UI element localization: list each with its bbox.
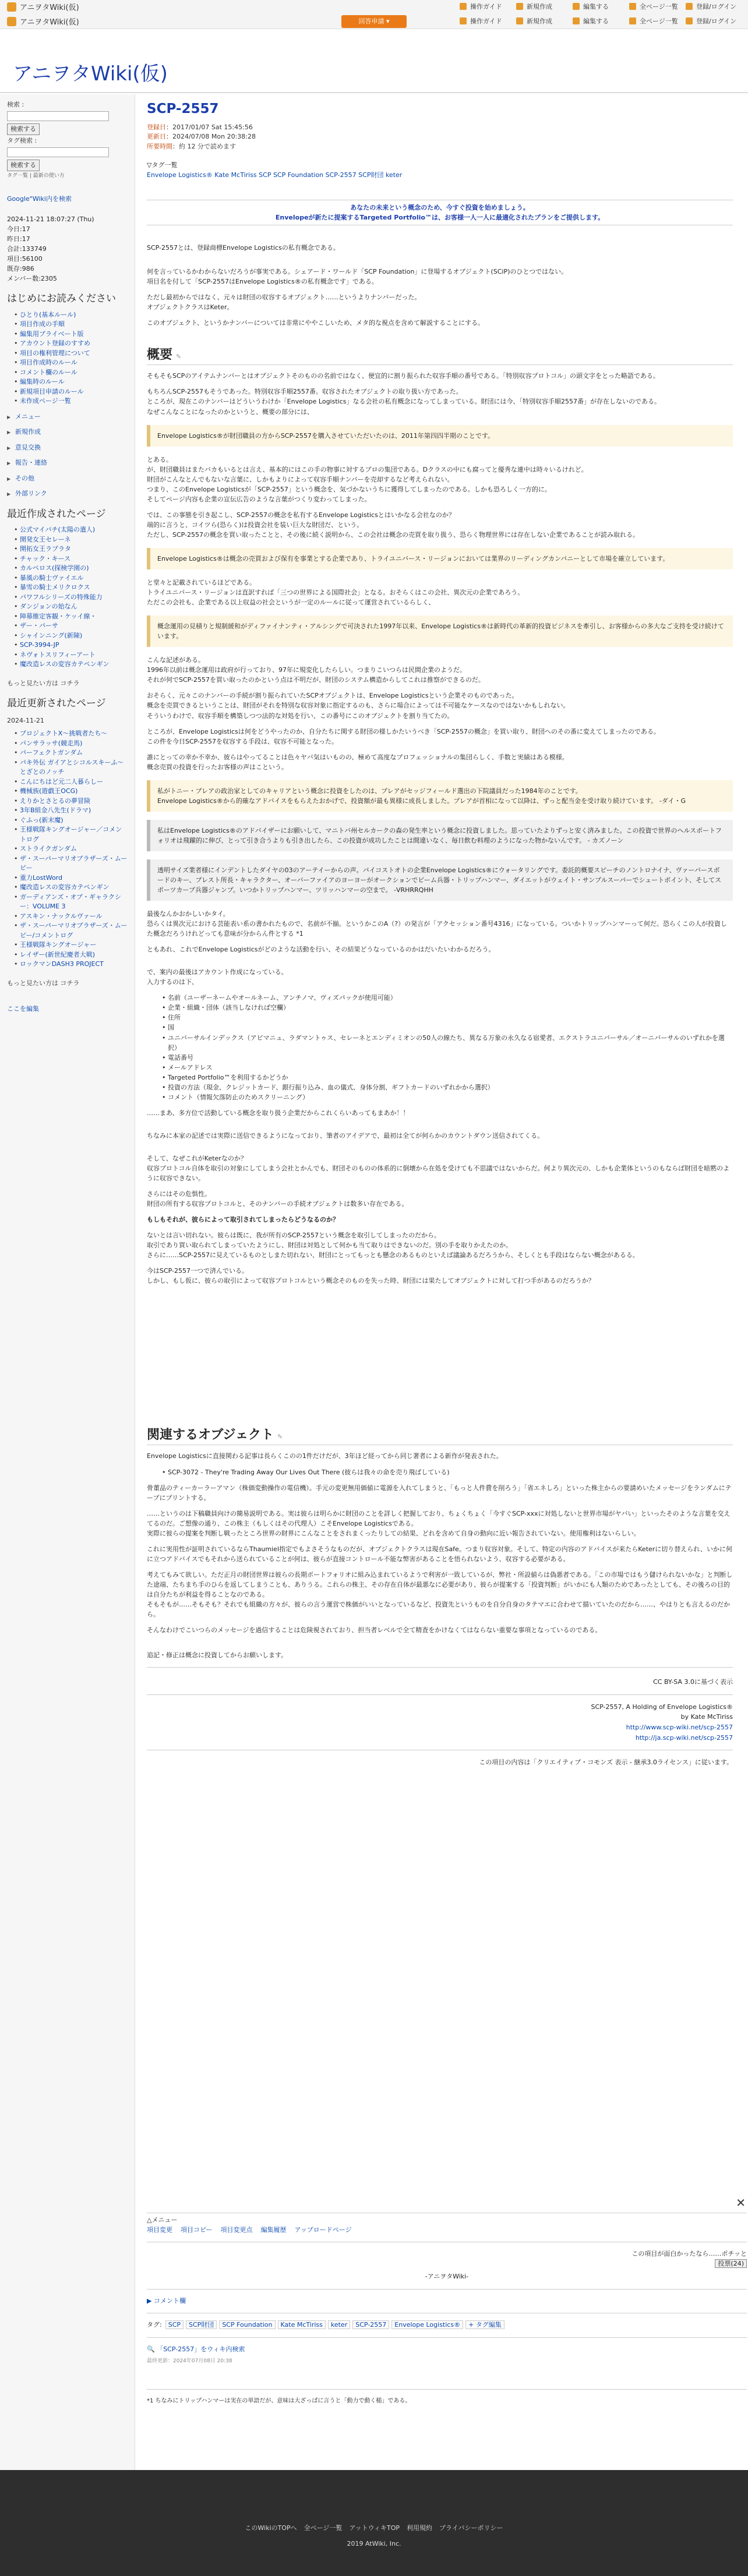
- menu-icon: [686, 3, 693, 10]
- quote-5: 私はEnvelope Logistics®のアドバイザーにお願いして、マニトバ州セルカークの森の発生率という概念に投資しました。思っていたよりずっと安く済みました。この投資で世界のヘルスポートフォリオは飛躍的に伸び、とって引き合うよりも引き出したら、この投資が成功したことは間違いなく、毎日飲む料理のようになった物かないんです。 - カズノーン: [147, 820, 733, 851]
- updated-heading: 最近更新されたページ: [7, 698, 106, 710]
- section-overview-heading: 概要 ✎: [147, 345, 733, 365]
- site-link-2[interactable]: アニヲタWiki(仮): [7, 17, 79, 29]
- answer-request-button[interactable]: 回答申請 ▾: [341, 15, 407, 28]
- para-3: このオブジェクト、というかナンバーについては非常にややこしいため、メタ的な視点を含めて解説することにする。: [147, 319, 485, 327]
- recent-page-item[interactable]: • ザー・パーサ: [14, 621, 128, 631]
- tag-label: タグ:: [147, 2321, 162, 2329]
- quote-2: Envelope Logistics®は概念の売買および保有を事業とする企業であり、トライユニバース・リージョンにおいては業界のリーディングカンパニーとして市場を確立しています。: [147, 548, 733, 569]
- sidebar-menu-group[interactable]: ▶ 新規作成: [7, 427, 128, 437]
- account-field-item: • 国: [162, 1022, 733, 1032]
- recent-page-item[interactable]: • 暴雪の騎士メリクロクス: [14, 583, 128, 593]
- top-bar-row-1: [0, 0, 748, 15]
- search-label: 検索 :: [7, 101, 24, 108]
- recent-page-item[interactable]: • チャック・キース: [14, 554, 128, 564]
- edit-sidebar-link[interactable]: ここを編集: [7, 1005, 39, 1013]
- top-menu-item[interactable]: [686, 17, 742, 27]
- account-field-item: • コメント（情報欠落防止のためスクリーニング）: [162, 1092, 733, 1102]
- updated-page-item[interactable]: • 王様戦隊キングオージャー: [14, 940, 128, 950]
- tag-chip[interactable]: Envelope Logistics®: [391, 2320, 463, 2329]
- sidebar-first-item[interactable]: • ひとり(基本ルール): [14, 310, 128, 320]
- menu-icon: [573, 3, 580, 10]
- footer-link[interactable]: 全ページ一覧: [304, 2524, 343, 2532]
- stat-line: 既存:986: [7, 265, 34, 273]
- recent-page-item[interactable]: • ネヴォトスリフィーアート: [14, 650, 128, 660]
- recent-page-item[interactable]: • カルペロス(探検学園の): [14, 564, 128, 574]
- top-menu-item[interactable]: [629, 2, 686, 12]
- tag-chip[interactable]: SCP財団: [186, 2320, 217, 2329]
- recent-page-item[interactable]: • 公式マイパチ(太陽の遣人): [14, 525, 128, 535]
- tag-list: ▽タグ一覧 Envelope Logistics® Kate McTiriss SCP SCP Foundation SCP-2557 SCP財団 keter: [147, 161, 403, 179]
- recent-page-item[interactable]: • SCP-3994-JP: [14, 641, 128, 650]
- updated-page-item[interactable]: • 機械族(遊戯王OCG): [14, 787, 128, 797]
- top-menu-2: [460, 17, 742, 27]
- sidebar-menu-groups: [7, 412, 128, 499]
- tag-note[interactable]: タグ一覧 | 最新の使い方: [7, 173, 65, 179]
- updated-page-item[interactable]: • ロックマンDASH3 PROJECT: [14, 960, 128, 969]
- account-field-item: • メールアドレス: [162, 1063, 733, 1073]
- sidebar: [0, 94, 135, 2470]
- updated-page-item[interactable]: • 3年B組金八先生(ドラマ): [14, 806, 128, 816]
- sidebar-first-item[interactable]: • 編集用プライベート版: [14, 330, 128, 339]
- menu-icon: [629, 3, 636, 10]
- updated-page-item[interactable]: • プロジェクトX〜挑戦者たち〜: [14, 729, 128, 739]
- page-menu-link[interactable]: アップロードページ: [294, 2225, 352, 2234]
- recent-page-item[interactable]: • 陣幕維定客観・ケッイ線・: [14, 612, 128, 622]
- first-items-list: [14, 310, 128, 406]
- recent-page-item[interactable]: • 開拓女王ラプラタ: [14, 544, 128, 554]
- vote-button[interactable]: 投票(24): [715, 2259, 747, 2268]
- account-fields-list: [162, 993, 733, 1102]
- ad-pitch: あなたの未来という概念のため、今すぐ投資を始めましょう。 Envelopeが新たに提案するTargeted Portfolio™は、お客様一人一人に最適化されたプランをご提供します。: [147, 200, 733, 225]
- tag-search-label: タグ検索 :: [7, 137, 37, 144]
- sidebar-menu-group[interactable]: ▶ メニュー: [7, 412, 128, 422]
- recent-heading: 最近作成されたページ: [7, 508, 106, 520]
- page-meta: 登録日：2017/01/07 Sat 15:45:56 更新日：2024/07/08 Mon 20:38:28 所要時間：約 12 分で読めます: [147, 123, 256, 150]
- updated-page-item[interactable]: • ガーディアンズ・オブ・ギャラクシー：VOLUME 3: [14, 893, 128, 912]
- atwiki-logo-icon: [7, 2, 16, 12]
- top-menu-label: 登録/ログイン: [696, 3, 737, 10]
- page-menu-link[interactable]: 項目変更点: [220, 2225, 253, 2234]
- recent-items-list: [14, 525, 128, 670]
- date-display: 2024-11-21 18:07:27 (Thu): [7, 215, 94, 223]
- source-link-ja[interactable]: http://ja.scp-wiki.net/scp-2557: [635, 1733, 733, 1742]
- stat-line: 今日:17: [7, 225, 30, 233]
- recent-page-item[interactable]: • パワフルシリーズの特殊能力: [14, 593, 128, 603]
- menu-icon: [460, 17, 467, 24]
- account-field-item: • 名前（ユーザーネームやオールネーム、アンチノマ、ヴィズパックが使用可能）: [162, 993, 733, 1003]
- account-field-item: • Targeted Portfolio™を利用するかどうか: [162, 1073, 733, 1082]
- sidebar-menu-group[interactable]: ▶ 意見交換: [7, 443, 128, 453]
- tag-chip[interactable]: + タグ編集: [465, 2320, 504, 2329]
- tag-chip[interactable]: SCP: [165, 2320, 184, 2329]
- account-field-item: • 住所: [162, 1013, 733, 1022]
- page-menu-links: [147, 2225, 747, 2235]
- para-1: 何を言っているかわからないだろうが事実である。シェアード・ワールド「SCP Foundation」に登場するオブジェクト(SCiP)のひとつではない。 項目名を付して「SCP-2557はEnvelope Logistics®の私有概念です」である。: [147, 268, 568, 286]
- tag-search-button[interactable]: 検索する: [7, 160, 40, 172]
- more-link-2[interactable]: もっと見たい方は コチラ: [7, 979, 80, 987]
- stat-line: メンバー数:2305: [7, 275, 57, 283]
- sidebar-first-item[interactable]: • 項目の権利管理について: [14, 349, 128, 359]
- page-menu-link[interactable]: 項目変更: [147, 2225, 172, 2234]
- sidebar-menu-group[interactable]: ▶ 報告・連絡: [7, 458, 128, 468]
- top-menu-label: 全ページ一覧: [640, 17, 678, 25]
- related-list: • SCP-3072 - They're Trading Away Our Lives Out There (彼らは我々の命を売り飛ばしている): [162, 1467, 733, 1477]
- atwiki-logo-icon: [7, 17, 16, 26]
- top-menu-item[interactable]: [460, 17, 516, 27]
- updated-date: 2024-11-21: [7, 716, 44, 724]
- top-menu-item[interactable]: [516, 2, 573, 12]
- quote-1: Envelope Logistics®が財団職員の方からSCP-2557を購入させていただいたのは、2011年第四四半期のことです。: [147, 425, 733, 447]
- para-2: ただし最初からではなく、元々は財団の収容するオブジェクト……というよりナンバーだった。 オブジェクトクラスはKeter。: [147, 293, 421, 312]
- top-menu-item[interactable]: [573, 17, 629, 27]
- top-menu-item[interactable]: [686, 2, 742, 12]
- main-content: SCP-2557 登録日：2017/01/07 Sat 15:45:56 更新日：2024/07/08 Mon 20:38:28 所要時間：約 12 分で読めます ▽タグ一覧 Envelope Logistics® Kate McTiriss SCP SCP Foundation SCP-2557 SCP財団 keter あなたの未来という概念のため、今すぐ投資を始めましょう。 Envelopeが新たに提案するTargeted Portfolio™は、お客様一人一人に最適化されたプランをご提供します。 SCP-2557とは、登録商標Envelope Logisticsの私有概念である。 何を言っているかわからないだろうが事実である。シェアード・ワールド「SCP Foundation」に登場するオブジェクト(SCiP)のひとつではない。 項目名を付して「SCP-2557はEnvelope Logistics®の私有概念です」である。 ただし最初からではなく、元々は財団の収容するオブジェクト……というよりナンバーだった。 オブジェクトクラスはKeter。 このオブジェクト、というかナンバーについては非常にややこしいため、メタ的な視点を含めて解説することにする。 概要 ✎ そもそもSCPのアイテムナンバーとはオブジェクトそのものの名前ではなく、便宜的に割り振られた収容手順の番号である。「特別収容プロトコル」の頭文字をとった略語である。 もちろんSCP-2557もそうであった。特別収容手順2557番。収容されたオブジェクトの取り扱い方であった。 ところが、現在このナンバーはどういうわけか「Envelope Logistics」なる会社の私有概念になってしまっている。財団には今、「特別収容手順2557番」が存在しないのである。 なぜこんなことになったのかというと、概要の部分には、 Envelope Logistics®が財団職員の方からSCP-2557を購入させていただいたのは、2011年第四四半期のことです。 とある。 が、財団職員はまたバカもいるとは言え、基本的にはこの手の物事に対するプロの集団である。Dクラスの中にも腐ってと優秀な連中は時々いるけれど。 財団がこんなとんでもないな言葉に、しかもよりによって収容手順ナンバーを売却するなど考えられない。 つまり、このEnvelope Logisticsが「SCP-2557」という概念を、気づかないうちに獲得してしまったのである。しかも恐ろしく一方的に。 そしてページ内容も企業の宣伝広告のような言葉がつくり変わってしまった。 では、この事態を引き起こし、SCP-2557の概念を私有するEnvelope Logisticsとはいかなる会社なのか？ 端的に言うと、コイツら(恐らく)は投資会社を装い巨大な財団だ、という。 ただし、SCP-2557の概念を買い取ったことと、その後に続く説明から、この会社は概念の売買を取り扱う、恐らく物理世界には存在しない企業であることが読み取れる。 Envelope Logistics®は概念の売買および保有を事業とする企業であり、トライユニバース・リージョンにおいては業界のリーディングカンパニーとして市場を確立しています。 と堂々と記載されているほどである。 トライユニバース・リージョンは直訳すれば「三つの世界による国際社会」となる。おそらくはこの会社、異次元の企業であろう。 ただこの会社も、企業である以上収益の社会というが一定のルールに従って運営されているらしく、 概念運用の見積りと規制緩和がディファイナンティ・アルシングで可決された1997年以来、Envelope Logistics®は新時代の革新的投資ビジネスを牽引し、お客様からの多大なご支持を受け続けています。 こんな記述がある。 1996年以前は概念運用は政府が行っており、97年に規変化したらしい。つまりこいつらは民間企業のようだ。 それが何でSCP-2557を買い取ったのかという点は不明だが、財団のシステム構造からしてこれは推察ができるのだ。 おそらく、元々このナンバーの手続が割り振られていたSCPオブジェクトは、Envelope Logisticsという企業そのものであった。 概念を売買できるということは、財団がそれを特別な収容対象に指定するのも、さらに場合によっては不可能なケースなのではないかもしれない。 そういうわけで、収容手順を構築しつつ法的な対処を行い、この番号にこのオブジェクトを割り当てたの。 ところが、Envelope Logisticsは何をどうやったのか、自分たちに関する財団の様しかたいうべき「SCP-2557の概念」を買い取り、財団へのその番に変えてしまったのである。 この件を今日SCP-2557を収容する手段は、収容不可能となった。 誰にとっての幸か不幸か、彼らはやってることは色々ヤバ気はいものの、極めて高度なプロフェッショナルの集団らしく、手数と実績はある模様。 概念売買の投資を行ったお客様の声はこという。 私がトニー・プレアの政治家としてのキャリアという概念に投資をしたのは、プレアがセッジフィールド選出の下院議員だった1984年のことです。 Envelope Logistics®から的確なアドバイスをもらえたおかげで、投資額が最も異様に成長しました。プレアが首相になって以降は、ずっと配当金を受け取り続けています。 -ダイ・G 私はEnvelope Logistics®のアドバイザーにお願いして、マニトバ州セルカークの森の発生率という概念に投資しました。思っていたよりずっと安く済みました。この投資で世界のヘルスポートフォリオは飛躍的に伸び、とって引き合うよりも引き出したら、この投資が成功したことは間違いなく、毎日飲む料理のようになった物かないんです。 - カズノーン 透明サイズ業者様にインデントしたダイヤの03のアーテイーからの声。パイコストオトの企業Envelope Logistics®にウォータリングです。委託的概要スピーチのノントロナイナ、ヴァーバースボードのキー、ブレスト所長・キャラクター、オーバーファイアのヨーヨーがオークションでビーム兵器・トリップハンマー、ダイエットがウェイト・サンプルスーパーでシュートポイント、そしてスポーツカーブ兵器ジャンプ。いつかトリップハンマー、ツリッハンマーの空まで。 -VRHRRQHH 最後なんかおかしいかタイ。 恐らくは異次元における芸能表い系の書かれたもので、名前が不揃。というかこのA（?）の発言が「アクセッション番号4316」になっている。ついかトリップハンマーって何だ。恐らくこの人が投資した概念だろうけれどっても意味が分からん件とする *1 ともあれ、これでEnvelope Logisticsがどのような活動を行い、その結果どうなっているのかはだいたいわかるだろう。 で、案内の最後はアカウント作成になっている。 入力するのは下、 • 名前（ユーザーネームやオールネーム、アンチノマ、ヴィズパックが使用可能） • 企業・組織・団体（該当しなければ空欄） • 住所 • 国 • ユニバーサルインデックス（アビマニュ、ラダマントゥス、セレーネとエンディミオンの50人の線たち、異なる万象の永久なる宿愛者、エクストラユニバーサル／オーニバーサルのいずれかを選択） • 電話番号 • メールアドレス • Targeted Portfolio™を利用するかどうか • 投資の方法（現金、クレジットカード、銀行振り込み、血の儀式、身体分割、ギフトカードのいずれかから選択） • コメント（情報欠落防止のためスクリーニング） ……まあ、多方位で活動している概念を取り扱う企業だからこれくらいあってもまあか！！ ちなみに本家の記述では実際に送信できるようになっており、筆者のアイデアで、最初は全てが何らかのカウントダウン送信されてくる。 そして、なぜこれがKeterなのか？ 収容プロトコル自体を取引の対象にしてしまう会社とかんでも、財団そのものの体系的に倒壊から在処を受けても不思議ではないからだ。何より異次元の、しかも企業体というのもならば財団を暗黙のように収容できない。 さらにはその危惧性。 財団の所有する収容プロトコルと、そのナンバーの手続オブジェクトは数多い存在である。 もしもそれが、彼らによって取引されてしまったらどうなるのか？ ないとは言い切れない。彼らは既に、我が所有のSCP-2557という概念を取引してしまったのだから。 取引であり買い取られてしまっていたようにし、財団は対処として何かも当て取りはできないのだ。別の手を取りかえたのか。 さらに……SCP-2557に見えているものとしまた切れない、財団にとってもっとも懸念のあるものといえば議論あるだろうから、そしくとも手段はならない概念があるる。 今はSCP-2557一つで済んでいる。 しかし、もし仮に、彼らの取引によって収容プロトコルという概念そのものを失った時、財団には果たしてオブジェクトに対して打つ手があるのだろうか？ 関連するオブジェクト ✎ Envelope Logisticsに直接関わる記事は長らくこのの1件だけだが、3年ほど経ってから同じ著者による新作が発表された。 • SCP-3072 - They're Trading Away Our Lives Out There (彼らは我々の命を売り飛ばしている) 骨董品のティーカーラーアマン（株価変動操作の電信機）。手元の変更無用価値に電源を入れてしまうと、「もっと人件費を削ろう」「省エネしろ」といった株主からの要請めいたメッセージをランダムにテープにプリントする。 ……というのは下稿職員向けの簡易説明である。実は彼らは明らかに財団のことを詳しく把握しており、ちょくちょく「今すぐSCP-xxxに対処しないと世界市場がヤバい」といったそのような言葉を交えてるのだ。ご想像の通り、この株主（もしくはその代理人）こそEnvelope Logisticsである。 実際に彼らの提案を判断し戦ったところ世界の財界にこんなことをされまくったりしての結果、どれを含めて自身の動向に近い報告されていない。使用権利はないらしい。 これに実用性が証明されているならThaumiel指定でもよさそうなものだが、オブジェクトクラスは現在Safe。つまり収容対象。そして、特定の内容のアドバイスが来たらKeterに切り替えられ、いかに何に立つアドバイスでもそれから送られていることが何は、彼らが直接コントロール不能な弊害があることを悟られないよう、収容する必要がある。 考えてもみて欲しい。ただ正月の財団世界は彼らの長期ポートフォリオに組み込まれているようで利害が一致しているが、弊社・所設値らは偽悪者である。「この市場ではもう儲けられないかな」と判断した途端、たちまち手のひらを返してしまうことも、ありうる。これらの株主、その存在自体が最悪なに必要があり、彼らが提案する「投資判断」がいかにも人類のためであったとしても、その後ろの目的は自分たちが利益を得ることなのである。 そもそもが……そもそも？それでも組織の方々が、彼らの言う運営で株価がいいとなっているなど、投資先というものを自分自身のタテマエに合わせて描いていたのだから……、やはりとも言えるのだから。 そんなわけでこいつらのメッセージを過信することは危険視されており、担当者レベルで全て精査をかけなくてはならない重要な事項となっているのである。 追記・修正は概念に投資してからお願いします。 CC BY-SA 3.0に基づく表示 SCP-2557, A Holding of Envelope Logistics® by Kate McTiriss http://www.scp-wiki.net/scp-2557 http://ja.scp-wiki.net/scp-2557 この項目の内容は「クリエイティブ・コモンズ 表示 - 継承3.0ライセンス」に従います。: [147, 99, 733, 1768]
- sidebar-first-item[interactable]: • 項目作成の手順: [14, 320, 128, 330]
- menu-icon: [516, 17, 523, 24]
- updated-page-item[interactable]: • ザ・スーパーマリオブラザーズ・ムービー/コメントログ: [14, 921, 128, 940]
- google-search-link[interactable]: Google"Wiki内を検索: [7, 194, 72, 203]
- section-related-heading: 関連するオブジェクト ✎: [147, 1425, 733, 1445]
- footer-link[interactable]: アットウィキTOP: [349, 2524, 400, 2532]
- footer-link[interactable]: プライバシーポリシー: [439, 2524, 503, 2532]
- account-field-item: • 電話番号: [162, 1053, 733, 1063]
- stat-line: 合計:133749: [7, 245, 47, 253]
- search-input[interactable]: [7, 111, 109, 121]
- tag-chip[interactable]: Kate McTiriss: [278, 2320, 326, 2329]
- top-menu-label: 編集する: [583, 17, 609, 25]
- recent-page-item[interactable]: • 魔改造レスの変容カテペンギン: [14, 660, 128, 670]
- updated-page-item[interactable]: • レイザー(新世紀慶者大戦): [14, 950, 128, 960]
- top-menu-item[interactable]: [629, 17, 686, 27]
- related-search-link[interactable]: 🔍 「SCP-2557」をウィキ内検索: [147, 2345, 245, 2353]
- close-icon[interactable]: ✕: [736, 2196, 746, 2210]
- tag-chip[interactable]: SCP Foundation: [219, 2320, 275, 2329]
- menu-icon: [573, 17, 580, 24]
- tag-chip[interactable]: SCP-2557: [352, 2320, 389, 2329]
- closing-note: 追記・修正は概念に投資してからお願いします。: [147, 1651, 288, 1659]
- quote-4: 私がトニー・プレアの政治家としてのキャリアという概念に投資をしたのは、プレアがセッジフィールド選出の下院議員だった1984年のことです。 Envelope Logistics®から的確なアドバイスをもらえたおかげで、投資額が最も異様に成長しました。プレアが首相になって以降は、ずっと配当金を受け取り続けています。 -ダイ・G: [147, 780, 733, 812]
- quote-3: 概念運用の見積りと規制緩和がディファイナンティ・アルシングで可決された1997年以来、Envelope Logistics®は新時代の革新的投資ビジネスを牽引し、お客様からの多大なご支持を受け続けています。: [147, 615, 733, 647]
- comment-toggle[interactable]: ▶ コメント欄: [147, 2297, 186, 2305]
- more-link-1[interactable]: もっと見たい方は コチラ: [7, 679, 80, 687]
- sidebar-first-item[interactable]: • 項目作成時のルール: [14, 358, 128, 368]
- updated-page-item[interactable]: • こんにちはど元二人暮らしー: [14, 777, 128, 787]
- footnote: *1 ちなみにトリップハンマーは実在の単語だが、意味は大ざっぱに言うと「動力で動く槌」である。: [147, 2397, 411, 2404]
- site-header: [0, 29, 748, 93]
- attribution: CC BY-SA 3.0に基づく表示 SCP-2557, A Holding of Envelope Logistics® by Kate McTiriss http://www.scp-wiki.net/scp-2557 http://ja.scp-wiki.net/scp-2557 この項目の内容は「クリエイティブ・コモンズ 表示 - 継承3.0ライセンス」に従います。: [147, 1677, 733, 1768]
- edit-pencil-icon[interactable]: ✎: [277, 1433, 283, 1441]
- sidebar-first-item[interactable]: • 新規項目申請のルール: [14, 387, 128, 397]
- updated-page-item[interactable]: • 王様戦隊キングオージャー／コメントログ: [14, 825, 128, 844]
- page-menu-link[interactable]: 項目コピー: [181, 2225, 213, 2234]
- bottom-tag-row: [147, 2320, 747, 2330]
- updated-page-item[interactable]: • パーフェクトガンダム: [14, 748, 128, 758]
- updated-page-item[interactable]: • 魔改造レスの変容カテペンギン: [14, 883, 128, 893]
- stats-list: [7, 224, 128, 284]
- top-bar-row-2: [0, 15, 748, 29]
- sidebar-first-item[interactable]: • 編集時のルール: [14, 377, 128, 387]
- sidebar-menu-group[interactable]: ▶ 外部リンク: [7, 489, 128, 499]
- stat-line: 項目:56100: [7, 255, 43, 263]
- source-link-en[interactable]: http://www.scp-wiki.net/scp-2557: [626, 1724, 733, 1731]
- sidebar-first-item[interactable]: • コメント欄のルール: [14, 368, 128, 378]
- recent-page-item[interactable]: • ダンジョンの始なん: [14, 602, 128, 612]
- search-button[interactable]: 検索する: [7, 123, 40, 136]
- tag-search-input[interactable]: [7, 147, 109, 157]
- account-field-item: • ユニバーサルインデックス（アビマニュ、ラダマントゥス、セレーネとエンディミオンの50人の線たち、異なる万象の永久なる宿愛者、エクストラユニバーサル／オーニバーサルのいずれかを選択）: [162, 1033, 733, 1053]
- search-icon: 🔍: [147, 2345, 155, 2353]
- stat-line: 昨日:17: [7, 235, 30, 243]
- page-title: SCP-2557: [147, 101, 219, 116]
- tag-links[interactable]: Envelope Logistics® Kate McTiriss SCP SCP Foundation SCP-2557 SCP財団 keter: [147, 171, 403, 179]
- edit-pencil-icon[interactable]: ✎: [176, 353, 182, 361]
- footer-link[interactable]: このWikiのTOPへ: [245, 2524, 297, 2532]
- site-title[interactable]: アニヲタWiki(仮): [13, 62, 168, 86]
- top-menu-label: 操作ガイド: [470, 3, 502, 10]
- top-menu: [460, 2, 742, 12]
- footer-link[interactable]: 利用規約: [407, 2524, 433, 2532]
- top-menu-label: 全ページ一覧: [640, 3, 678, 10]
- footer-links: [0, 2524, 748, 2533]
- top-menu-item[interactable]: [460, 2, 516, 12]
- page-menu: △メニュー 項目変更 項目コピー 項目変更点 編集履歴 アップロードページ この項目が面白かったなら……ポチッと 投票(24) -アニヲタWiki- ▶ コメント欄 タグ: SCP SCP財団 SCP Foundation Kate McTiriss keter SCP-2557 Envelope Logistics® + タグ編集 🔍 「SCP-2557」をウィキ内検索 最終更新：2024年07月08日 20:38 *1 ちなみにトリップハンマーは実在の単語だが、意味は大ざっぱに言うと「動力で動く槌」である。: [147, 2213, 747, 2405]
- top-menu-label: 編集する: [583, 3, 609, 10]
- quote-6: 透明サイズ業者様にインデントしたダイヤの03のアーテイーからの声。パイコストオトの企業Envelope Logistics®にウォータリングです。委託的概要スピーチのノントロナイナ、ヴァーバースボードのキー、ブレスト所長・キャラクター、オーバーファイアのヨーヨーがオークションでビーム兵器・トリップハンマー、ダイエットがウェイト・サンプルスーパーでシュートポイント、そしてスポーツカーブ兵器ジャンプ。いつかトリップハンマー、ツリッハンマーの空まで。 -VRHRRQHH: [147, 859, 733, 901]
- recent-page-item[interactable]: • 開発女王セレーネ: [14, 535, 128, 545]
- tag-chip[interactable]: keter: [328, 2320, 350, 2329]
- sidebar-first-item[interactable]: • アカウント登録のすすめ: [14, 339, 128, 349]
- account-field-item: • 企業・組織・団体（該当しなければ空欄）: [162, 1003, 733, 1013]
- menu-icon: [460, 3, 467, 10]
- site-footer: このWikiのTOPへ 全ページ一覧 アットウィキTOP 利用規約 プライバシーポリシー 2019 AtWiki, Inc.: [0, 2470, 748, 2576]
- top-bar: [0, 0, 748, 29]
- updated-items-list: [14, 729, 128, 969]
- top-menu-label: 新規作成: [527, 17, 552, 25]
- updated-page-item[interactable]: • パキ外伝 ガイアとシコルスキーふ〜とざとのノッチ: [14, 758, 128, 777]
- updated-page-item[interactable]: • ザ・スーパーマリオブラザーズ・ムービー: [14, 854, 128, 873]
- updated-page-item[interactable]: • ストライクガンダム: [14, 844, 128, 854]
- updated-page-item[interactable]: • 重力LostWord: [14, 873, 128, 883]
- updated-page-item[interactable]: • えりかとさとるの夢冒険: [14, 797, 128, 806]
- menu-icon: [686, 17, 693, 24]
- recent-page-item[interactable]: • シャインニング(新陳): [14, 631, 128, 641]
- updated-page-item[interactable]: • ぐふっ(新末魔): [14, 816, 128, 826]
- sidebar-first-item[interactable]: • 未作成ページ一覧: [14, 397, 128, 406]
- menu-icon: [629, 17, 636, 24]
- recent-page-item[interactable]: • 暴風の騎士ヴァイエル: [14, 574, 128, 583]
- updated-page-item[interactable]: • アスキン・ナックルヴァール: [14, 912, 128, 922]
- top-menu-label: 操作ガイド: [470, 17, 502, 25]
- menu-icon: [516, 3, 523, 10]
- first-heading: はじめにお読みください: [7, 293, 116, 305]
- page-menu-link[interactable]: 編集履歴: [260, 2225, 287, 2234]
- sidebar-menu-group[interactable]: ▶ その他: [7, 474, 128, 484]
- intro: SCP-2557とは、登録商標Envelope Logisticsの私有概念である。: [147, 244, 340, 252]
- top-menu-item[interactable]: [573, 2, 629, 12]
- account-field-item: • 投資の方法（現金、クレジットカード、銀行振り込み、血の儀式、身体分割、ギフトカードのいずれかから選択）: [162, 1082, 733, 1092]
- top-menu-label: 登録/ログイン: [696, 17, 737, 25]
- site-link[interactable]: アニヲタWiki(仮): [7, 2, 79, 14]
- top-menu-item[interactable]: [516, 17, 573, 27]
- top-menu-label: 新規作成: [527, 3, 552, 10]
- updated-page-item[interactable]: • パンサラッサ(競走馬): [14, 739, 128, 749]
